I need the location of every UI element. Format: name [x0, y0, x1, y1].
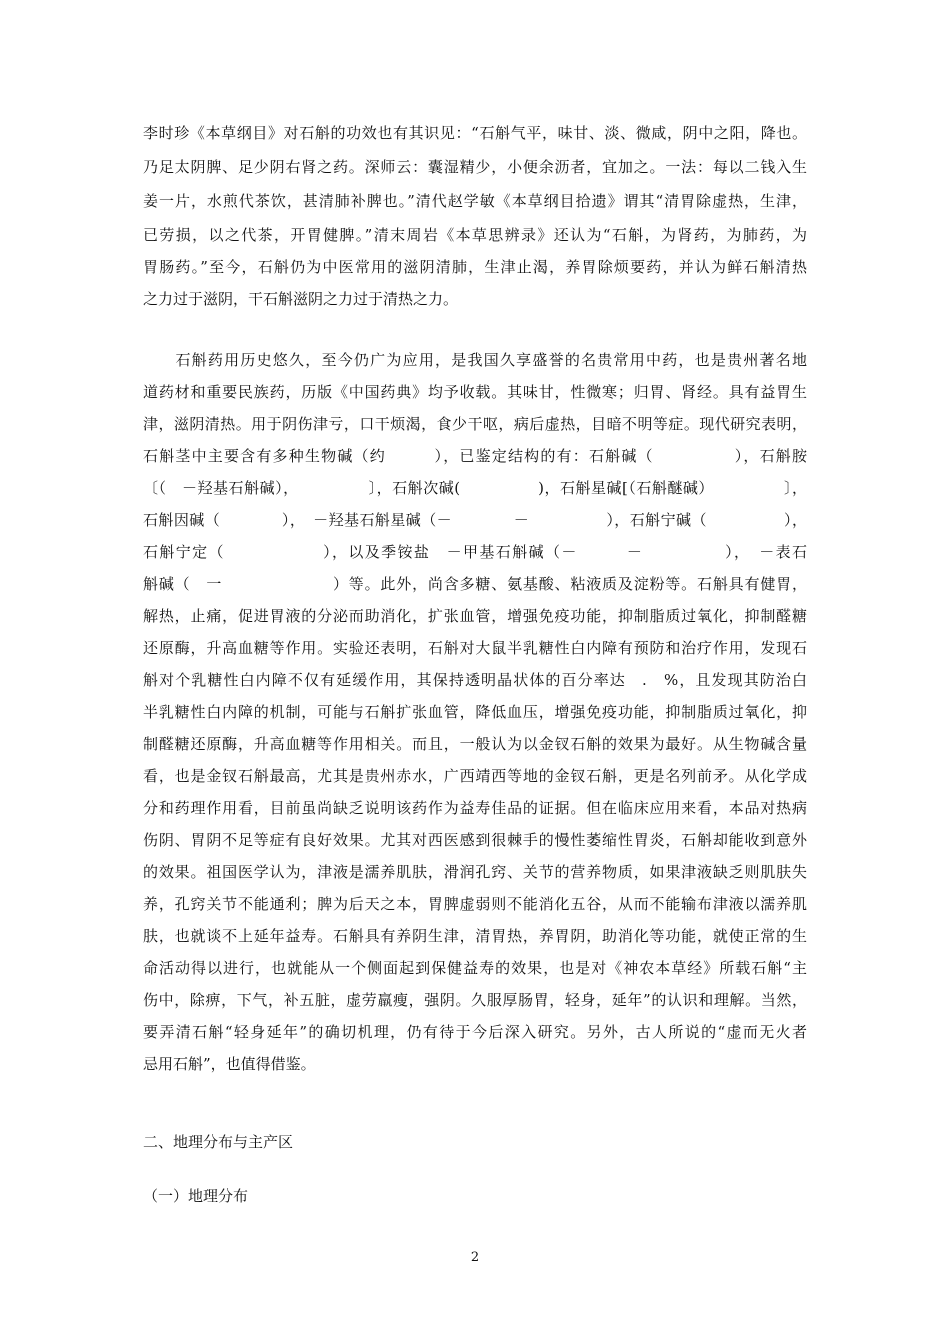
text-line: 要弄清石斛“轻身延年”的确切机理，仍有待于今后深入研究。另外，古人所说的“虚而无火者 [143, 1023, 807, 1041]
text-line: 津，滋阴清热。用于阴伤津亏，口干烦渴，食少干呕，病后虚热，目暗不明等症。现代研究表明， [143, 415, 807, 433]
text-line: 已劳损，以之代茶，开胃健脾。”清末周岩《本草思辨录》还认为“石斛，为肾药，为肺药，为 [143, 226, 807, 244]
text-line: 斛碱（ 一 ）等。此外，尚含多糖、氨基酸、粘液质及淀粉等。石斛具有健胃， [143, 575, 807, 593]
text-line: 半乳糖性白内障的机制，可能与石斛扩张血管，降低血压，增强免疫功能，抑制脂质过氧化，抑 [143, 703, 807, 721]
text-line: 肤，也就谈不上延年益寿。石斛具有养阴生津，清胃热，养胃阴，助消化等功能，就使正常的生 [143, 927, 807, 945]
text-line: 乃足太阴脾、足少阴右肾之药。深师云：囊湿精少，小便余沥者，宜加之。一法：每以二钱入生 [143, 158, 807, 176]
text-line: 石斛药用历史悠久，至今仍广为应用，是我国久享盛誉的名贵常用中药，也是贵州著名地 [143, 351, 807, 369]
text-line: 解热，止痛，促进胃液的分泌而助消化，扩张血管，增强免疫功能，抑制脂质过氧化，抑制醛糖 [143, 607, 807, 625]
text-line: 的效果。祖国医学认为，津液是濡养肌肤，滑润孔窍、关节的营养物质，如果津液缺乏则肌肤失 [143, 863, 807, 881]
text-line: 石斛茎中主要含有多种生物碱（约 ），已鉴定结构的有：石斛碱（ ），石斛胺 [143, 447, 807, 465]
text-line: 养，孔窍关节不能通利；脾为后天之本，胃脾虚弱则不能消化五谷，从而不能输布津液以濡养肌 [143, 895, 807, 913]
text-line: 伤中，除痹，下气，补五脏，虚劳羸瘦，强阴。久服厚肠胃，轻身，延年”的认识和理解。当然， [143, 991, 807, 1009]
subsection-heading: （一）地理分布 [143, 1187, 249, 1205]
text-line: 还原酶，升高血糖等作用。实验还表明，石斛对大鼠半乳糖性白内障有预防和治疗作用，发现石 [143, 639, 807, 657]
text-line: 石斛宁定（ ），以及季铵盐 －甲基石斛碱（－ － ）， －表石 [143, 543, 807, 561]
text-line: 之力过于滋阴，干石斛滋阴之力过于清热之力。 [143, 290, 459, 308]
text-line: 伤阴、胃阴不足等症有良好效果。尤其对西医感到很棘手的慢性萎缩性胃炎，石斛却能收到意外 [143, 831, 807, 849]
text-line: 斛对个乳糖性白内障不仅有延缓作用，其保持透明晶状体的百分率达 . %，且发现其防治白 [143, 671, 807, 689]
text-line: 制醛糖还原酶，升高血糖等作用相关。而且，一般认为以金钗石斛的效果为最好。从生物碱含量 [143, 735, 807, 753]
text-line: 命活动得以进行，也就能从一个侧面起到保健益寿的效果，也是对《神农本草经》所载石斛“主 [143, 959, 807, 977]
text-line: 姜一片，水煎代茶饮，甚清肺补脾也。”清代赵学敏《本草纲目拾遗》谓其“清胃除虚热，生津， [143, 192, 807, 210]
text-line: 看，也是金钗石斛最高，尤其是贵州赤水，广西靖西等地的金钗石斛，更是名列前矛。从化学成 [143, 767, 807, 785]
text-line: 胃肠药。”至今，石斛仍为中医常用的滋阴清肺，生津止渴，养胃除烦要药，并认为鲜石斛清热 [143, 258, 807, 276]
text-line: 忌用石斛”，也值得借鉴。 [143, 1055, 316, 1073]
text-line: 李时珍《本草纲目》对石斛的功效也有其识见：“石斛气平，味甘、淡、微咸，阴中之阳，降也。 [143, 124, 807, 142]
text-line: 〔（ －羟基石斛碱）， 〕，石斛次碱( )，石斛星碱[（石斛醚碱） 〕， [143, 479, 807, 497]
section-heading: 二、地理分布与主产区 [143, 1133, 294, 1151]
text-line: 分和药理作用看，目前虽尚缺乏说明该药作为益寿佳品的证据。但在临床应用来看，本品对热病 [143, 799, 807, 817]
page-number: 2 [470, 1250, 480, 1265]
text-line: 石斛因碱（ ）， －羟基石斛星碱（－ － ），石斛宁碱（ ）， [143, 511, 807, 529]
text-line: 道药材和重要民族药，历版《中国药典》均予收载。其味甘，性微寒；归胃、肾经。具有益胃生 [143, 383, 807, 401]
